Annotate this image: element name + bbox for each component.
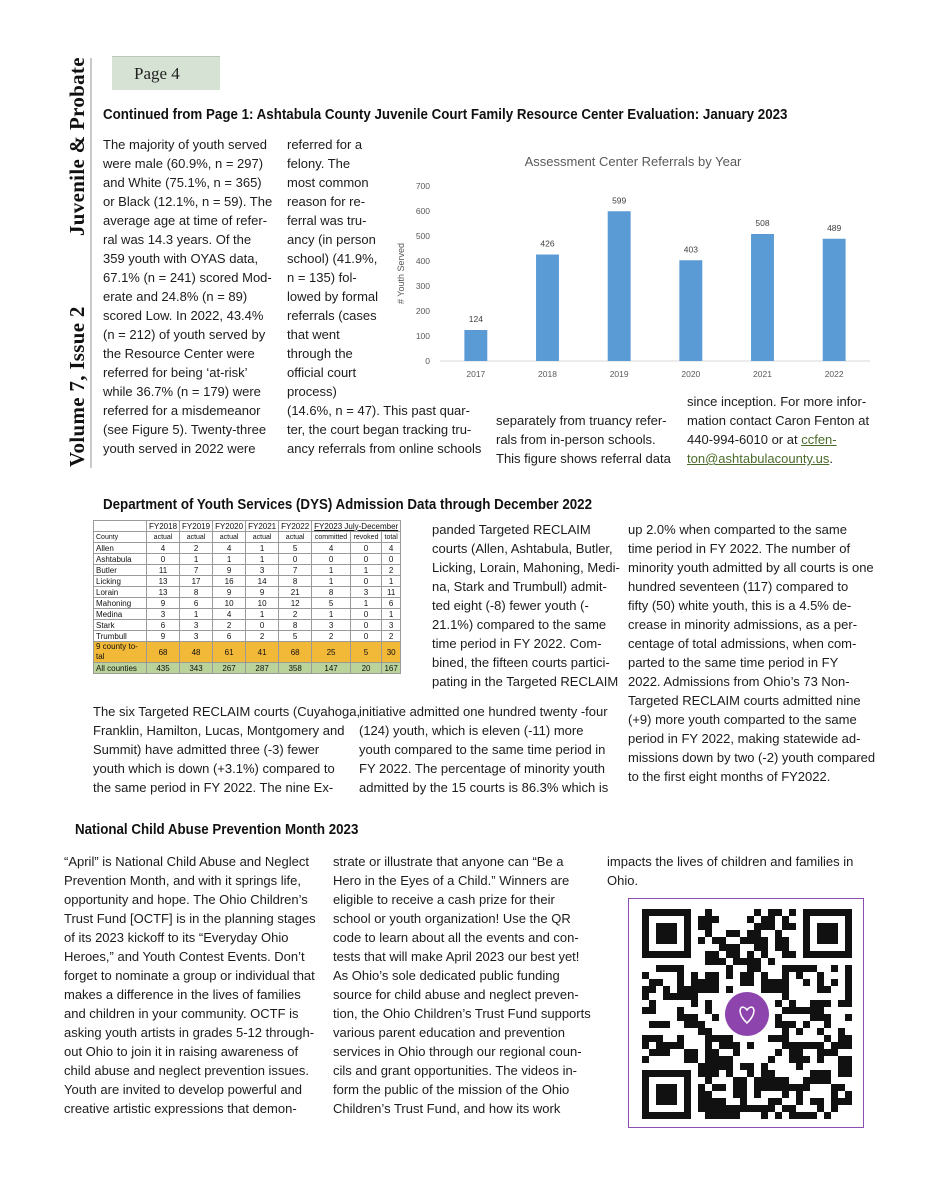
text-line: eligible to receive a cash prize for their xyxy=(333,892,555,907)
table-cell: actual xyxy=(213,532,246,543)
table-cell: 6 xyxy=(213,631,246,642)
chart-title: Assessment Center Referrals by Year xyxy=(524,154,742,169)
text-line: tion, the Ohio Children’s Trust Fund supports xyxy=(333,1006,591,1021)
table-cell: 1 xyxy=(180,554,213,565)
text-line: time period in FY 2022. The number of xyxy=(628,541,851,556)
text-line: opportunity and hope. The Ohio Children’s xyxy=(64,892,308,907)
table-cell: 3 xyxy=(180,631,213,642)
table-cell: County xyxy=(94,532,147,543)
table-cell: 9 xyxy=(147,598,180,609)
text-line: child abuse and neglect prevention issues. xyxy=(64,1063,309,1078)
table-row xyxy=(94,587,401,598)
table-cell: All counties xyxy=(94,663,147,674)
section1-column-3 xyxy=(496,411,671,468)
table-cell: 11 xyxy=(147,565,180,576)
text-line: minority youth admitted by all courts is one xyxy=(628,560,874,575)
table-cell: 9 xyxy=(246,587,279,598)
email-link[interactable]: ton@ashtabulacounty.us xyxy=(687,451,830,466)
table-cell: 16 xyxy=(213,576,246,587)
table-cell: 1 xyxy=(180,609,213,620)
table-cell: 68 xyxy=(279,642,312,663)
table-cell: 0 xyxy=(246,620,279,631)
section1-column-4 xyxy=(687,392,869,468)
table-cell: Trumbull xyxy=(94,631,147,642)
table-cell: 61 xyxy=(213,642,246,663)
table-total-row xyxy=(94,642,401,663)
text-line: pating in the Targeted RECLAIM xyxy=(432,674,619,689)
table-cell: 0 xyxy=(312,554,351,565)
table-cell: 1 xyxy=(246,543,279,554)
table-cell: FY2019 xyxy=(180,521,213,532)
text-line: centage of total admissions, when com- xyxy=(628,636,857,651)
chart-data-label: 426 xyxy=(540,238,555,249)
text-line: “April” is National Child Abuse and Neglect xyxy=(64,854,309,869)
text-line: scored Low. In 2022, 43.4% xyxy=(103,308,264,323)
text-line: (14.6%, n = 47). This past quar- xyxy=(287,403,470,418)
text-line: period in FY 2022, making statewide ad- xyxy=(628,731,861,746)
table-all-counties-row xyxy=(94,663,401,674)
chart-bar xyxy=(751,234,774,361)
text-line: strate or illustrate that anyone can “Be a xyxy=(333,854,564,869)
section1-heading: Continued from Page 1: Ashtabula County Juvenile Court Family Resource Center Evaluation: January 2023 xyxy=(103,107,788,123)
text-line: services in Ohio through our regional coun- xyxy=(333,1044,582,1059)
table-cell: 1 xyxy=(382,609,401,620)
table-header-row xyxy=(94,532,401,543)
table-cell: 0 xyxy=(350,554,381,565)
table-cell: 30 xyxy=(382,642,401,663)
contact-line: since inception. For more infor- xyxy=(687,394,867,409)
text-line: Licking, Lorain, Mahoning, Medi- xyxy=(432,560,620,575)
table-cell: 3 xyxy=(312,620,351,631)
table-cell: FY2023 July-December xyxy=(312,521,401,532)
contact-line: mation contact Caron Fenton at xyxy=(687,413,870,428)
text-line: FY 2022. The percentage of minority youth xyxy=(359,761,605,776)
section2-column-1 xyxy=(93,702,360,797)
table-cell: 2 xyxy=(279,609,312,620)
table-cell: committed xyxy=(312,532,351,543)
text-line: code to learn about all the events and con- xyxy=(333,930,579,945)
table-cell: 5 xyxy=(350,642,381,663)
text-line: official court xyxy=(287,365,357,380)
table-cell: 9 xyxy=(147,631,180,642)
text-line: lowed by formal xyxy=(287,289,379,304)
section3-column-1 xyxy=(64,852,316,1118)
table-cell: 267 xyxy=(213,663,246,674)
text-line: (n = 212) of youth served by xyxy=(103,327,266,342)
table-row xyxy=(94,631,401,642)
text-line: time period in FY 2022. Com- xyxy=(432,636,602,651)
section3-heading: National Child Abuse Prevention Month 2023 xyxy=(75,822,359,838)
table-cell: 358 xyxy=(279,663,312,674)
table-cell: Licking xyxy=(94,576,147,587)
table-cell: 147 xyxy=(312,663,351,674)
sidebar-volume-issue: Volume 7, Issue 2 xyxy=(65,306,89,467)
table-cell: 0 xyxy=(350,631,381,642)
table-cell: 343 xyxy=(180,663,213,674)
section2-column-3 xyxy=(628,520,875,786)
text-line: cils and grant opportunities. The videos in- xyxy=(333,1063,578,1078)
section3-column-3 xyxy=(607,852,853,890)
chart-y-tick-label: 300 xyxy=(415,281,430,291)
qr-code[interactable] xyxy=(629,899,863,1127)
table-cell: 435 xyxy=(147,663,180,674)
page-number-label: Page 4 xyxy=(134,64,180,83)
section2-column-2-lower xyxy=(359,702,608,797)
table-cell: 1 xyxy=(246,609,279,620)
text-line: form the public of the mission of the Ohio xyxy=(333,1082,570,1097)
chart-data-label: 508 xyxy=(755,218,770,228)
table-cell: 287 xyxy=(246,663,279,674)
text-line: The six Targeted RECLAIM courts (Cuyahoga, xyxy=(93,704,361,719)
table-cell: 48 xyxy=(180,642,213,663)
table-cell: 2 xyxy=(213,620,246,631)
table-cell: 10 xyxy=(246,598,279,609)
text-line: out Ohio to join it in raising awareness of xyxy=(64,1044,299,1059)
qr-finder-top-left xyxy=(642,909,691,958)
text-line: (+9) more youth comparted to the same xyxy=(628,712,857,727)
table-cell: 1 xyxy=(312,565,351,576)
text-line: felony. The xyxy=(287,156,351,171)
table-cell: 9 xyxy=(213,587,246,598)
chart-y-tick-label: 400 xyxy=(415,256,430,266)
text-line: n = 135) fol- xyxy=(287,270,357,285)
chart-data-label: 124 xyxy=(468,314,483,324)
section1-column-1 xyxy=(103,135,272,458)
text-line: ral was 14.3 years. Of the xyxy=(103,232,252,247)
text-line: hundred seventeen (117) compared to xyxy=(628,579,849,594)
table-cell: 7 xyxy=(279,565,312,576)
text-line: to the first eight months of FY2022. xyxy=(628,769,831,784)
table-cell: 5 xyxy=(279,631,312,642)
table-cell: 4 xyxy=(213,609,246,620)
chart-bar xyxy=(536,255,559,362)
table-cell: 0 xyxy=(350,576,381,587)
contact-line: 440-994-6010 or at xyxy=(687,432,802,447)
text-line: 21.1%) compared to the same xyxy=(432,617,607,632)
chart-data-label: 599 xyxy=(612,195,627,206)
text-line: parted to the same time period in FY xyxy=(628,655,839,670)
chart-y-tick-label: 100 xyxy=(415,331,430,341)
table-cell: Mahoning xyxy=(94,598,147,609)
table-row xyxy=(94,565,401,576)
text-line: panded Targeted RECLAIM xyxy=(432,522,591,537)
table-cell: 2 xyxy=(382,565,401,576)
text-line: various parent education and prevention xyxy=(333,1025,565,1040)
text-line: average age at time of refer- xyxy=(103,213,268,228)
text-line: most common xyxy=(287,175,369,190)
chart-x-tick-label: 2019 xyxy=(609,369,629,379)
text-line: or Black (12.1%, n = 59). The xyxy=(103,194,273,209)
text-line: while 36.7% (n = 179) were xyxy=(103,384,261,399)
chart-bar xyxy=(823,239,846,361)
table-cell: 6 xyxy=(382,598,401,609)
text-line: (124) youth, which is eleven (-11) more xyxy=(359,723,584,738)
text-line: were male (60.9%, n = 297) xyxy=(103,156,264,171)
text-line: reason for re- xyxy=(287,194,366,209)
text-line: referred for a xyxy=(287,137,363,152)
text-line: ancy referrals from online schools xyxy=(287,441,482,456)
chart-x-tick-label: 2022 xyxy=(824,369,844,379)
text-line: the Resource Center were xyxy=(103,346,255,361)
text-line: Prevention Month, and with it springs life, xyxy=(64,873,302,888)
section2-heading: Department of Youth Services (DYS) Admission Data through December 2022 xyxy=(103,497,593,513)
chart-x-tick-label: 2021 xyxy=(753,369,772,379)
text-line: This figure shows referral data xyxy=(496,451,671,466)
text-line: missions down by two (-2) youth compared xyxy=(628,750,876,765)
text-line: The majority of youth served xyxy=(103,137,268,152)
table-cell: Lorain xyxy=(94,587,147,598)
table-cell: 8 xyxy=(180,587,213,598)
table-cell: 3 xyxy=(147,609,180,620)
chart-y-axis-label: # Youth Served xyxy=(396,242,406,305)
table-cell: FY2021 xyxy=(246,521,279,532)
chart-x-tick-label: 2020 xyxy=(681,369,701,379)
table-cell: 4 xyxy=(147,543,180,554)
text-line: and White (75.1%, n = 365) xyxy=(103,175,262,190)
text-line: separately from truancy refer- xyxy=(496,413,667,428)
text-line: Targeted RECLAIM courts admitted nine xyxy=(628,693,861,708)
table-cell: 14 xyxy=(246,576,279,587)
text-line: through the xyxy=(287,346,353,361)
chart-bar xyxy=(679,260,702,361)
chart-data-label: 489 xyxy=(827,222,842,233)
table-cell: 41 xyxy=(246,642,279,663)
table-cell: 167 xyxy=(382,663,401,674)
table-cell: 2 xyxy=(180,543,213,554)
chart-x-tick-label: 2017 xyxy=(466,369,486,379)
text-line: admitted by the 15 courts is 86.3% which is xyxy=(359,780,609,795)
table-cell: actual xyxy=(147,532,180,543)
text-line: crease in minority admissions, as a per- xyxy=(628,617,858,632)
chart-data-label: 403 xyxy=(683,244,698,255)
table-cell: actual xyxy=(279,532,312,543)
total-label: tal xyxy=(96,652,105,661)
text-line: youth compared to the same time period in xyxy=(359,742,606,757)
qr-finder-top-right xyxy=(803,909,852,958)
email-period: . xyxy=(829,451,833,466)
table-cell: 1 xyxy=(382,576,401,587)
text-line: Ohio. xyxy=(607,873,639,888)
text-line: school or youth organization! Use the QR xyxy=(333,911,571,926)
text-line: 359 youth with OYAS data, xyxy=(103,251,259,266)
total-label: 9 county to- xyxy=(96,642,138,651)
text-line: referrals (cases xyxy=(287,308,377,323)
text-line: As Ohio’s sole dedicated public funding xyxy=(333,968,560,983)
text-line: ter, the court began tracking tru- xyxy=(287,422,472,437)
table-cell: 13 xyxy=(147,576,180,587)
text-line: Summit) have admitted three (-3) fewer xyxy=(93,742,320,757)
text-line: na, Stark and Trumbull) admit- xyxy=(432,579,607,594)
table-cell: 0 xyxy=(382,554,401,565)
text-line: ted eight (-8) fewer youth (- xyxy=(432,598,589,613)
table-cell: 0 xyxy=(279,554,312,565)
text-line: referred for being ‘at-risk’ xyxy=(103,365,248,380)
table-cell: Ashtabula xyxy=(94,554,147,565)
table-cell: 0 xyxy=(350,620,381,631)
table-cell: Allen xyxy=(94,543,147,554)
table-cell: Stark xyxy=(94,620,147,631)
table-cell: FY2022 xyxy=(279,521,312,532)
table-cell: 6 xyxy=(180,598,213,609)
table-cell: 4 xyxy=(382,543,401,554)
text-line: ancy (in person xyxy=(287,232,376,247)
table-cell: 8 xyxy=(279,576,312,587)
text-line: ferral was tru- xyxy=(287,213,367,228)
qr-code-frame[interactable] xyxy=(628,898,864,1128)
text-line: referred for a misdemeanor xyxy=(103,403,261,418)
table-cell: 6 xyxy=(147,620,180,631)
table-cell: 17 xyxy=(180,576,213,587)
dys-admissions-table xyxy=(93,520,423,674)
table-cell: 10 xyxy=(213,598,246,609)
table-cell: 13 xyxy=(147,587,180,598)
chart-bar xyxy=(464,330,487,361)
text-line: forget to nominate a group or individual that xyxy=(64,968,315,983)
table-cell: 2 xyxy=(382,631,401,642)
table-cell: 3 xyxy=(382,620,401,631)
chart-y-tick-label: 700 xyxy=(415,181,430,191)
sidebar-title-juvenile-probate: Juvenile & Probate xyxy=(65,57,89,236)
table-cell: 5 xyxy=(279,543,312,554)
table-cell: 4 xyxy=(213,543,246,554)
text-line: the same period in FY 2022. The nine Ex- xyxy=(93,780,334,795)
table-cell: 25 xyxy=(312,642,351,663)
chart-y-tick-label: 0 xyxy=(425,356,430,366)
chart-y-tick-label: 200 xyxy=(415,306,430,316)
table-cell xyxy=(94,521,147,532)
text-line: that went xyxy=(287,327,340,342)
table-cell: Medina xyxy=(94,609,147,620)
chart-y-tick-label: 600 xyxy=(415,206,430,216)
chart-bar xyxy=(608,211,631,361)
table-row xyxy=(94,543,401,554)
table-cell: revoked xyxy=(350,532,381,543)
table-cell: 9 xyxy=(213,565,246,576)
table-cell: 1 xyxy=(213,554,246,565)
table-cell: 1 xyxy=(350,565,381,576)
text-line: creative artistic expressions that demon- xyxy=(64,1101,297,1116)
table-cell: 68 xyxy=(147,642,180,663)
section2-column-2-upper xyxy=(432,520,620,691)
table-cell: 8 xyxy=(279,620,312,631)
table-cell: actual xyxy=(246,532,279,543)
table-cell: total xyxy=(382,532,401,543)
text-line: 67.1% (n = 241) scored Mod- xyxy=(103,270,272,285)
table-cell: 1 xyxy=(246,554,279,565)
page-number-tab xyxy=(112,56,220,90)
text-line: youth served in 2022 were xyxy=(103,441,256,456)
text-line: Hero in the Eyes of a Child.” Winners are xyxy=(333,873,570,888)
table-cell: Butler xyxy=(94,565,147,576)
text-line: Youth are invited to develop powerful and xyxy=(64,1082,303,1097)
table-cell: 3 xyxy=(350,587,381,598)
table-cell: 11 xyxy=(382,587,401,598)
text-line: 2022. Admissions from Ohio’s 73 Non- xyxy=(628,674,850,689)
text-line: school) (41.9%, xyxy=(287,251,378,266)
text-line: tests that will make April 2023 our best yet! xyxy=(333,949,580,964)
text-line: Children’s Trust Fund, and how its work xyxy=(333,1101,561,1116)
table-cell: 7 xyxy=(180,565,213,576)
table-cell: 4 xyxy=(312,543,351,554)
section3-column-2 xyxy=(333,852,591,1118)
qr-finder-bottom-left xyxy=(642,1070,691,1119)
text-line: source for child abuse and neglect preven- xyxy=(333,987,579,1002)
table-cell: 1 xyxy=(312,609,351,620)
text-line: courts (Allen, Ashtabula, Butler, xyxy=(432,541,613,556)
email-link[interactable]: ccfen- xyxy=(801,432,837,447)
text-line: of its 2023 kickoff to its “Everyday Ohio xyxy=(64,930,289,945)
table-cell: 1 xyxy=(312,576,351,587)
table-cell: 0 xyxy=(147,554,180,565)
text-line: youth which is down (+3.1%) compared to xyxy=(93,761,335,776)
text-line: bined, the fifteen courts partici- xyxy=(432,655,610,670)
text-line: and children in your community. OCTF is xyxy=(64,1006,299,1021)
table-cell: FY2020 xyxy=(213,521,246,532)
sidebar-divider xyxy=(90,58,92,468)
table-row xyxy=(94,620,401,631)
text-line: fifty (50) white youth, this is a 4.5% de- xyxy=(628,598,852,613)
qr-logo-icon xyxy=(725,992,769,1036)
table-cell: 2 xyxy=(312,631,351,642)
table-cell xyxy=(94,642,147,663)
text-line: up 2.0% when comparted to the same xyxy=(628,522,847,537)
text-line: asking youth artists in grades 5-12 through- xyxy=(64,1025,315,1040)
table-cell: 8 xyxy=(312,587,351,598)
table-cell: actual xyxy=(180,532,213,543)
text-line: (see Figure 5). Twenty-three xyxy=(103,422,267,437)
table-cell: 12 xyxy=(279,598,312,609)
text-line: Heroes,” and Youth Contest Events. Don’t xyxy=(64,949,305,964)
table-cell: 1 xyxy=(350,598,381,609)
text-line: rals from in-person schools. xyxy=(496,432,656,447)
text-line: Trust Fund [OCTF] is in the planning stages xyxy=(64,911,316,926)
table-header-row xyxy=(94,521,401,532)
table-cell: 21 xyxy=(279,587,312,598)
referrals-bar-chart xyxy=(388,140,878,385)
table-cell: 3 xyxy=(246,565,279,576)
text-line: Franklin, Hamilton, Lucas, Montgomery and xyxy=(93,723,345,738)
chart-y-tick-label: 500 xyxy=(415,231,430,241)
table-cell: 20 xyxy=(350,663,381,674)
table-cell: 2 xyxy=(246,631,279,642)
text-line: process) xyxy=(287,384,337,399)
text-line: impacts the lives of children and families in xyxy=(607,854,854,869)
table-cell: 0 xyxy=(350,543,381,554)
text-line: makes a difference in the lives of families xyxy=(64,987,301,1002)
text-line: erate and 24.8% (n = 89) xyxy=(103,289,248,304)
table-cell: 5 xyxy=(312,598,351,609)
table-row xyxy=(94,576,401,587)
table-row xyxy=(94,609,401,620)
table-cell: 3 xyxy=(180,620,213,631)
table-cell: FY2018 xyxy=(147,521,180,532)
chart-x-tick-label: 2018 xyxy=(538,369,557,379)
table-row xyxy=(94,554,401,565)
table-cell: 0 xyxy=(350,609,381,620)
table-row xyxy=(94,598,401,609)
text-line: initiative admitted one hundred twenty -four xyxy=(359,704,608,719)
